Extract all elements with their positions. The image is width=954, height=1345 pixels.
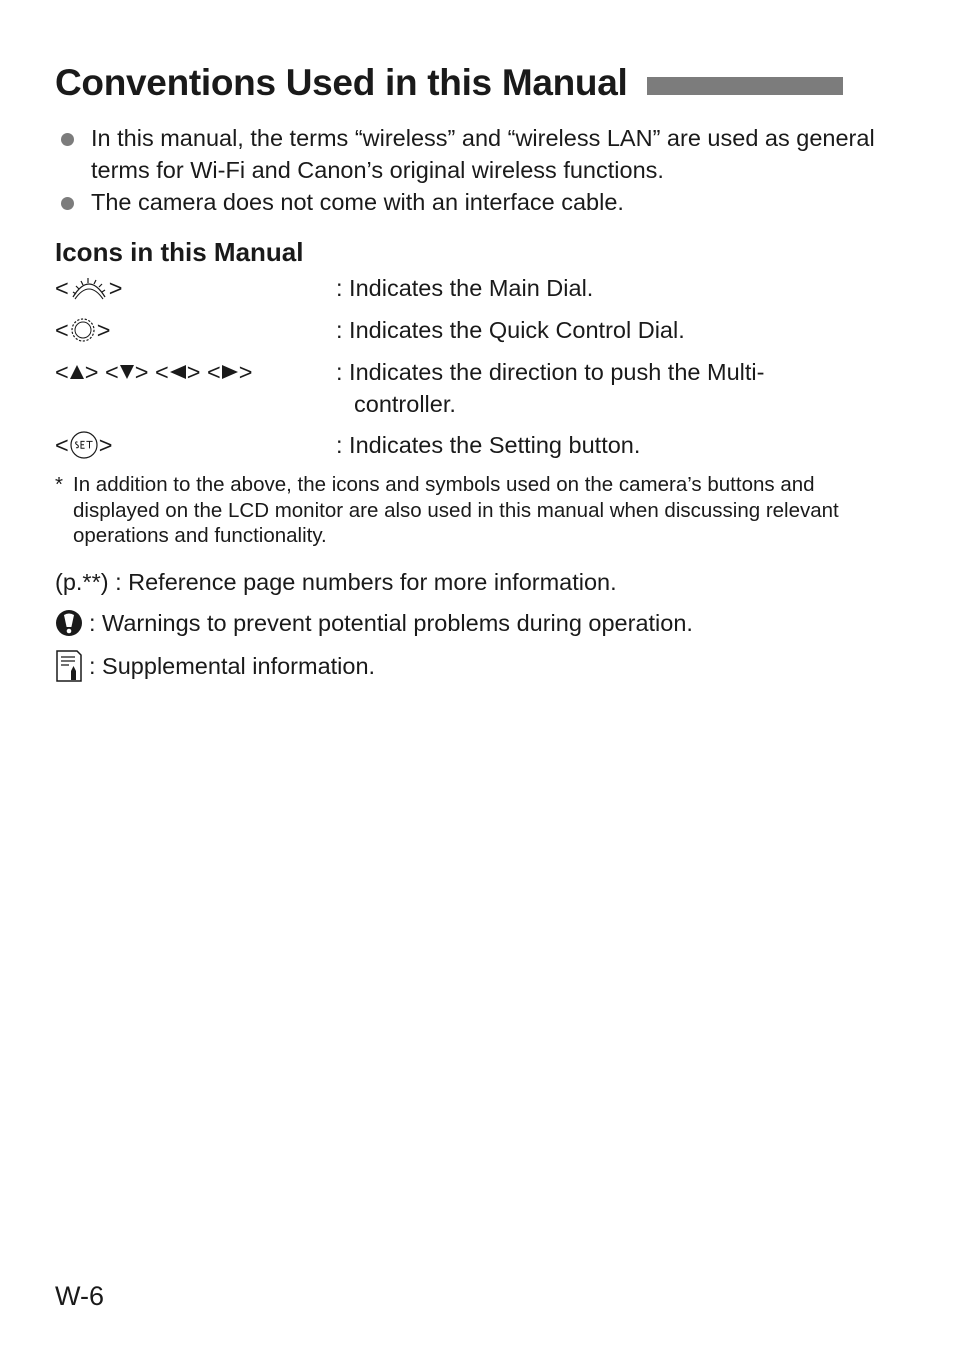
footnote <box>55 472 875 549</box>
bullet-dot-icon <box>61 197 74 210</box>
arrow-up-icon <box>69 356 85 388</box>
caution-icon <box>55 609 83 637</box>
icon-row-multi-controller <box>55 356 885 420</box>
page-title: Conventions Used in this Manual <box>55 62 628 103</box>
icon-symbol: < > <box>55 275 123 301</box>
arrow-down-icon <box>119 356 135 388</box>
bullet-dot-icon <box>61 133 74 146</box>
supplemental-line <box>55 649 375 683</box>
set-button-icon <box>69 430 99 460</box>
arrow-left-icon <box>169 356 187 388</box>
icon-description: : Indicates the Main Dial. <box>336 275 594 301</box>
icons-heading: Icons in this Manual <box>55 237 304 267</box>
bullet-item-2: The camera does not come with an interface cable. <box>55 186 875 218</box>
title-row <box>55 62 843 104</box>
icon-row-set-button <box>55 429 885 461</box>
icon-symbol: < > < > < > < > <box>55 356 336 420</box>
icon-symbol: < > <box>55 317 111 343</box>
icon-description: : Indicates the Setting button. <box>336 432 641 458</box>
icon-description: : Indicates the Quick Control Dial. <box>336 317 685 343</box>
main-dial-icon <box>69 275 109 301</box>
icon-row-quick-control-dial <box>55 314 885 346</box>
icon-symbol: < > <box>55 432 113 458</box>
arrow-right-icon <box>221 356 239 388</box>
reference-text: (p.**) : Reference page numbers for more information. <box>55 569 617 595</box>
reference-line <box>55 566 617 598</box>
icon-row-main-dial <box>55 272 885 304</box>
icon-description: : Indicates the direction to push the Multi- controller. <box>336 359 765 417</box>
bullet-item-1: In this manual, the terms “wireless” and “wireless LAN” are used as general terms for Wi-Fi and Canon’s original wireless functions. <box>55 122 875 186</box>
intro-bullet-list <box>55 122 875 218</box>
footnote-marker: * <box>55 473 63 496</box>
page-number: W-6 <box>55 1281 105 1311</box>
warning-line <box>55 607 693 639</box>
quick-control-dial-icon <box>69 316 97 344</box>
supplemental-text: : Supplemental information. <box>89 653 376 679</box>
footnote-text: In addition to the above, the icons and symbols used on the camera’s buttons and displayed on the LCD monitor are also used in this manual when discussing relevant operations and functionality. <box>73 473 839 547</box>
title-decorative-bar <box>647 77 843 95</box>
warning-text: : Warnings to prevent potential problems during operation. <box>89 610 693 636</box>
memo-icon <box>55 649 83 683</box>
